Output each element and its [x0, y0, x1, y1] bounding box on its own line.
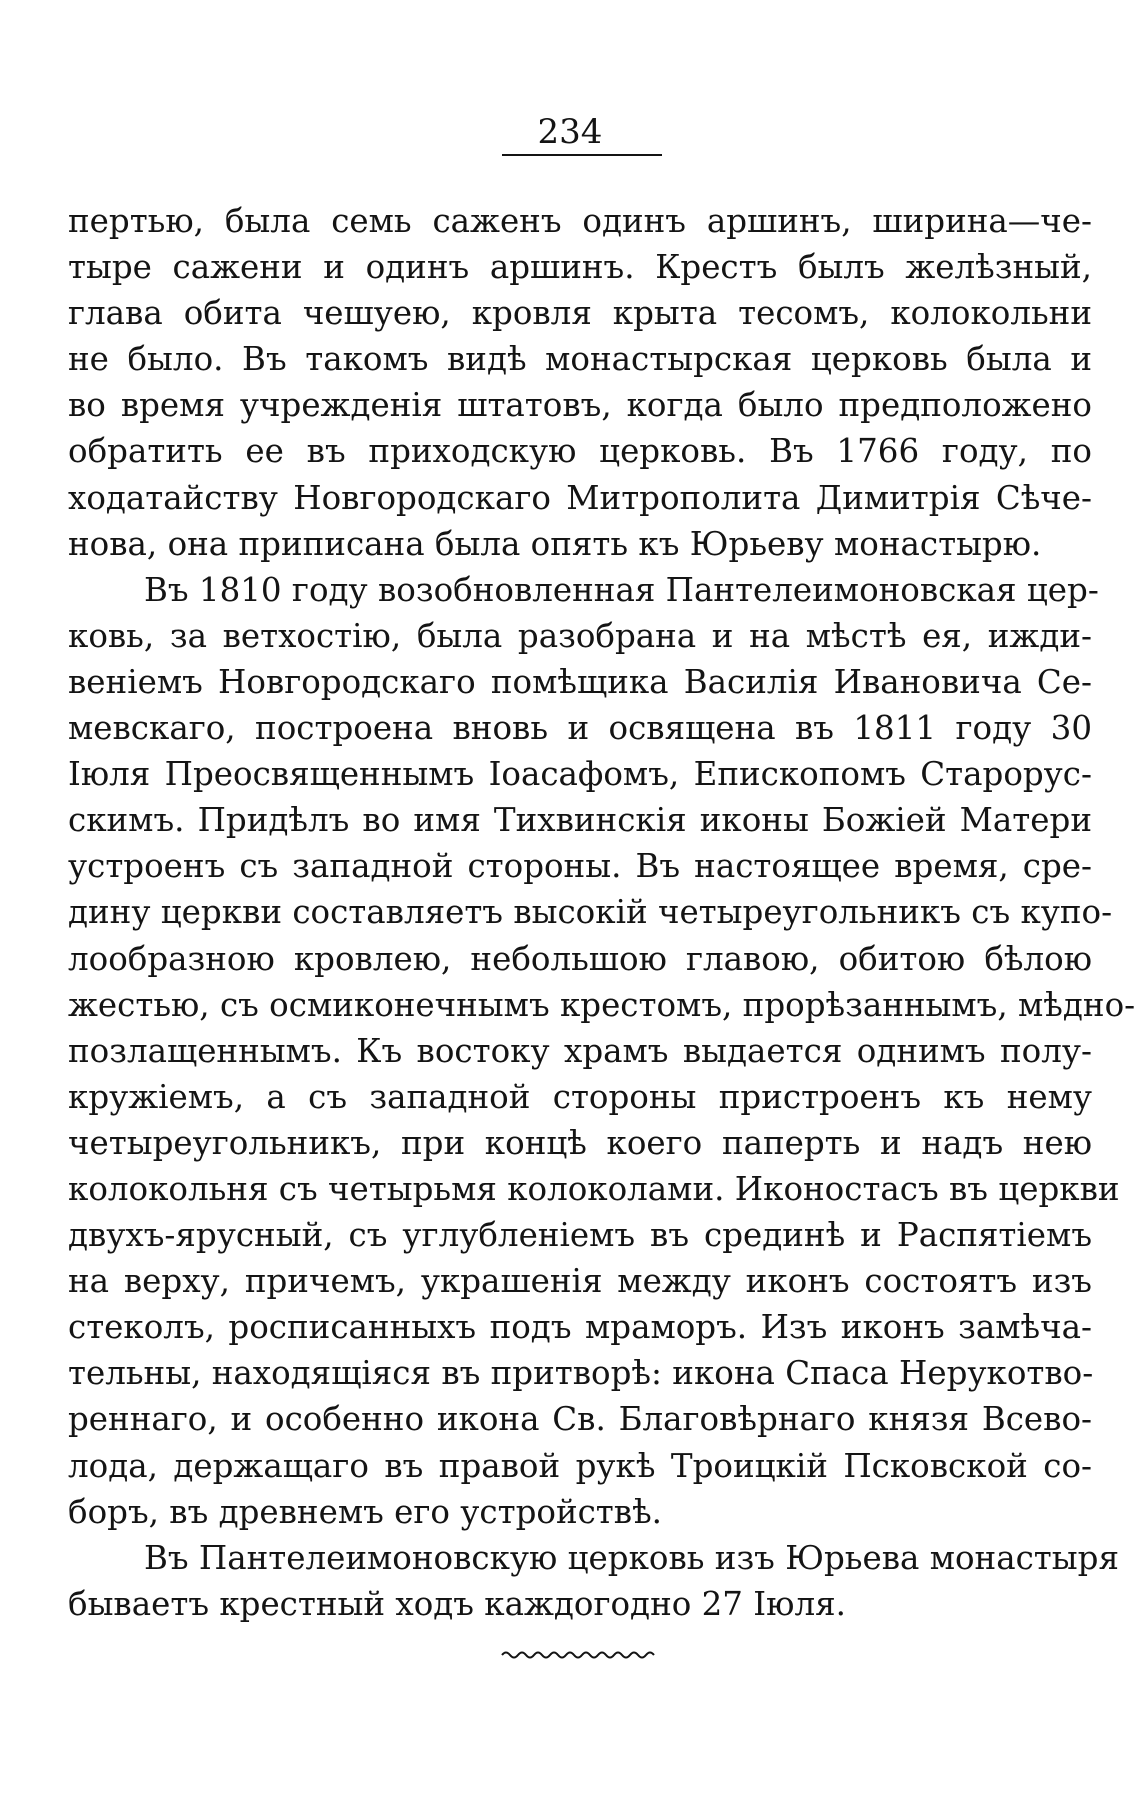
text-line: жестью, съ осмиконечнымъ крестомъ, прорѣзаннымъ, мѣдно-	[68, 985, 1136, 1024]
paragraph-first-line: Въ 1810 году возобновленная Пантелеимоновская цер-	[144, 570, 1099, 609]
text-line: двухъ-ярусный, съ углубленіемъ въ срединѣ и Распятіемъ	[68, 1216, 1092, 1255]
text-line: дину церкви составляетъ высокій четыреугольникъ съ купо-	[68, 893, 1113, 932]
text-line: лода, держащаго въ правой рукѣ Троицкій Псковской со-	[68, 1446, 1092, 1485]
text-line: позлащеннымъ. Къ востоку храмъ выдается однимъ полу-	[68, 1031, 1092, 1070]
text-line: четыреугольникъ, при концѣ коего паперть и надъ нею	[68, 1123, 1092, 1162]
paragraph-first-line: Въ Пантелеимоновскую церковь изъ Юрьева монастыря	[144, 1538, 1119, 1577]
page-number-rule	[502, 154, 662, 156]
text-line: устроенъ съ западной стороны. Въ настоящее время, сре-	[68, 847, 1092, 886]
page-number: 234	[537, 112, 603, 152]
text-line: скимъ. Придѣлъ во имя Тихвинскія иконы Божіей Матери	[68, 801, 1092, 840]
text-line: мевскаго, построена вновь и освящена въ 1811 году 30	[68, 709, 1092, 748]
text-line: стеколъ, росписанныхъ подъ мраморъ. Изъ иконъ замѣча-	[68, 1308, 1092, 1347]
text-line: тыре сажени и одинъ аршинъ. Крестъ былъ желѣзный,	[68, 248, 1092, 287]
text-line: боръ, въ древнемъ его устройствѣ.	[68, 1492, 663, 1531]
text-line: тельны, находящіяся въ притворѣ: икона Спаса Нерукотво-	[68, 1354, 1094, 1393]
text-line: реннаго, и особенно икона Св. Благовѣрнаго князя Всево-	[68, 1400, 1092, 1439]
text-line: не было. Въ такомъ видѣ монастырская церковь была и	[68, 340, 1092, 379]
text-line: кружіемъ, а съ западной стороны пристроенъ къ нему	[68, 1077, 1092, 1116]
text-line: веніемъ Новгородскаго помѣщика Василія Ивановича Се-	[68, 662, 1092, 701]
text-line: пертью, была семь саженъ одинъ аршинъ, ширина—че-	[68, 202, 1092, 240]
text-line: колокольня съ четырьмя колоколами. Иконостасъ въ церкви	[68, 1169, 1120, 1208]
text-line: во время учрежденія штатовъ, когда было предположено	[68, 386, 1092, 425]
body-text	[68, 198, 1136, 1627]
end-ornament-icon	[500, 1648, 660, 1662]
text-line: Іюля Преосвященнымъ Іоасафомъ, Епископомъ Старорус-	[68, 755, 1092, 794]
text-line: на верху, причемъ, украшенія между иконъ состоятъ изъ	[68, 1262, 1092, 1301]
text-line: ходатайству Новгородскаго Митрополита Димитрія Сѣче-	[68, 478, 1092, 517]
text-line: лообразною кровлею, небольшою главою, обитою бѣлою	[68, 939, 1092, 978]
text-line: нова, она приписана была опять къ Юрьеву монастырю.	[68, 524, 1042, 563]
text-line: ковь, за ветхостію, была разобрана и на мѣстѣ ея, ижди-	[68, 616, 1092, 655]
text-line: обратить ее въ приходскую церковь. Въ 1766 году, по	[68, 432, 1092, 471]
text-line: бываетъ крестный ходъ каждогодно 27 Іюля.	[68, 1584, 846, 1623]
text-line: глава обита чешуею, кровля крыта тесомъ, колокольни	[68, 294, 1092, 333]
